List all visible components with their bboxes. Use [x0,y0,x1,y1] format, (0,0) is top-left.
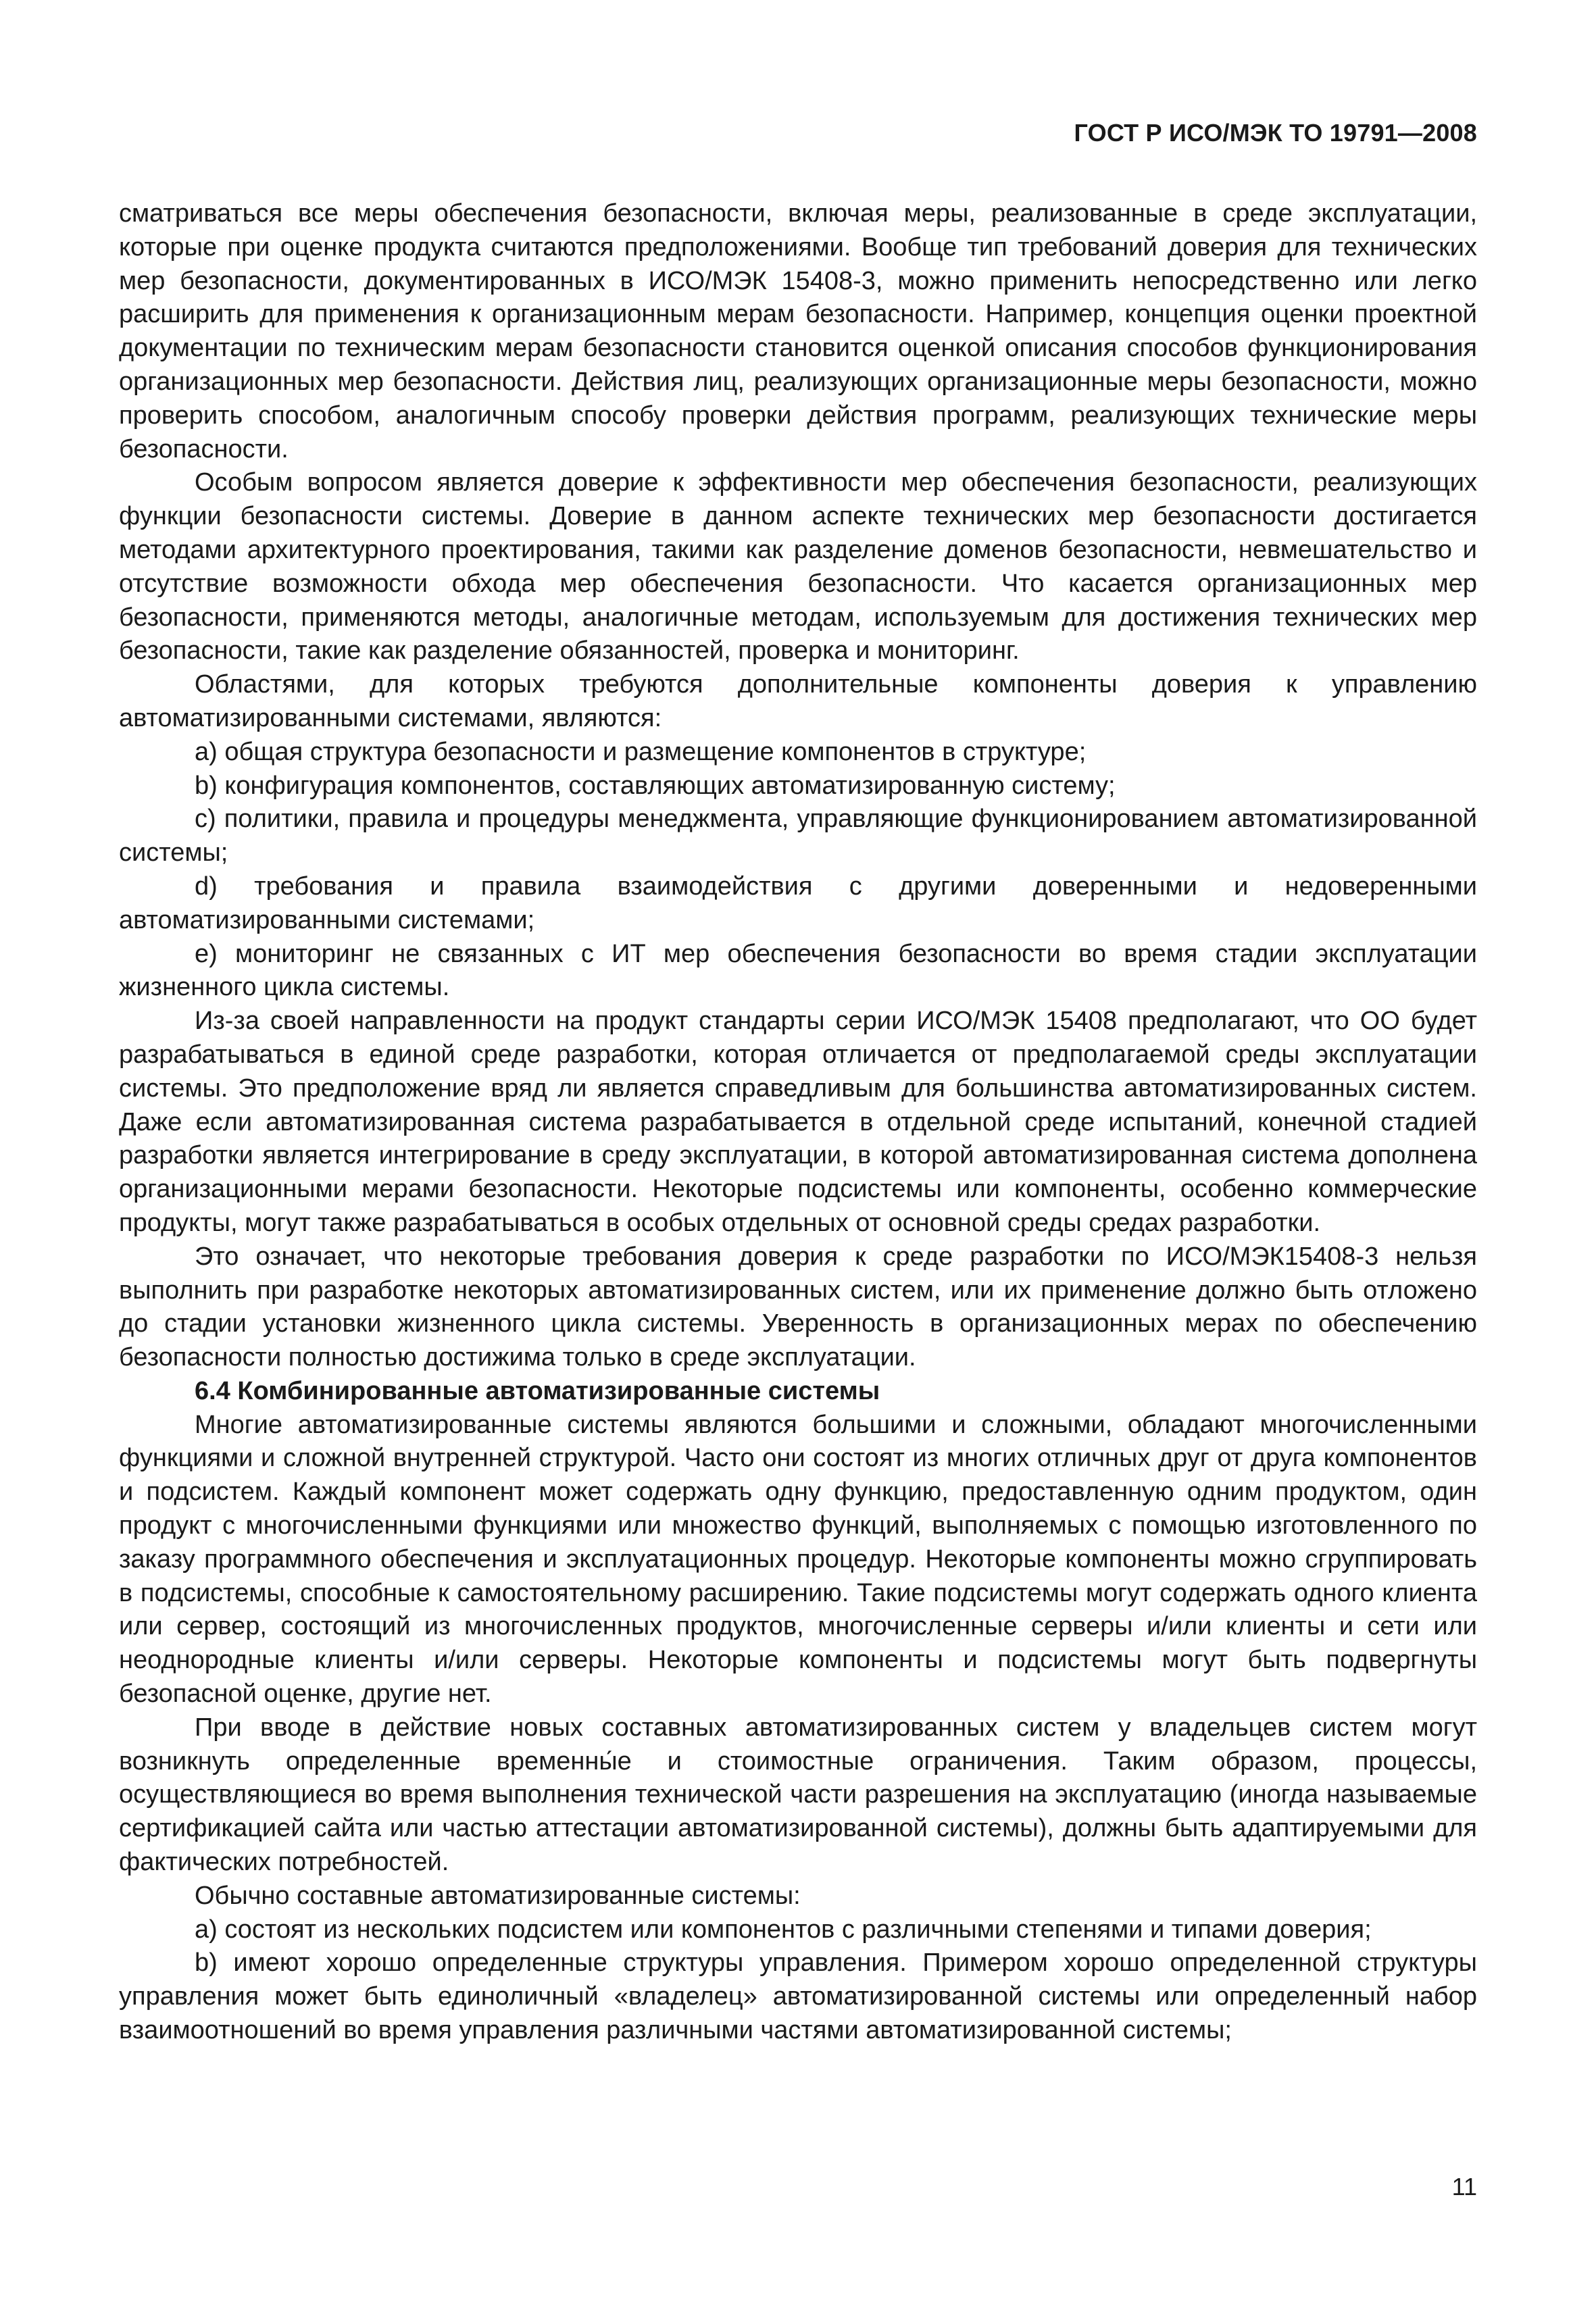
list-item: а) состоят из нескольких подсистем или компонентов с различными степенями и типами доверия; [195,1915,1372,1944]
list-item: а) общая структура безопасности и размещение компонентов в структуре; [195,737,1087,766]
list-item: е) мониторинг не связанных с ИТ мер обеспечения безопасности во время стадии эксплуатации жизненного цикла системы. [119,939,1477,1002]
body-text [119,197,1477,2048]
list-item: b) конфигурация компонентов, составляющих автоматизированную систему; [195,771,1116,800]
paragraph: Особым вопросом является доверие к эффективности мер обеспечения безопасности, реализующих функции безопасности системы. Доверие в данном аспекте технических мер безопасности достигается методами архитектурного проектирования, такими как разделение доменов безопасности, невмешательство и отсутствие возможности обхода мер обеспечения безопасности. Что касается организационных мер безопасности, применяются методы, аналогичные методам, используемым для достижения технических мер безопасности, такие как разделение обязанностей, проверка и мониторинг. [119,468,1477,665]
paragraph: Из-за своей направленности на продукт стандарты серии ИСО/МЭК 15408 предполагают, что ОО будет разрабатываться в единой среде разработки, которая отличается от предполагаемой среды эксплуатации системы. Это предположение вряд ли является справедливым для большинства автоматизированных систем. Даже если автоматизированная система разрабатывается в отдельной среде испытаний, конечной стадией разработки является интегрирование в среду эксплуатации, в которой автоматизированная система дополнена организационными мерами безопасности. Некоторые подсистемы или компоненты, особенно коммерческие продукты, могут также разрабатываться в особых отдельных от основной среды средах разработки. [119,1007,1477,1237]
paragraph: При вводе в действие новых составных автоматизированных систем у владельцев систем могут возникнуть определенные временны́е и стоимостные ограничения. Таким образом, процессы, осуществляющиеся во время выполнения технической части разрешения на эксплуатацию (иногда называемые сертификацией сайта или частью аттестации автоматизированной системы), должны быть адаптируемыми для фактических потребностей. [119,1713,1477,1877]
section-heading: 6.4 Комбинированные автоматизированные системы [195,1376,880,1405]
list-item: b) имеют хорошо определенные структуры управления. Примером хорошо определенной структуры управления может быть единоличный «владелец» автоматизированной системы или определенный набор взаимоотношений во время управления различными частями автоматизированной системы; [119,1948,1477,2045]
document-header: ГОСТ Р ИСО/МЭК ТО 19791—2008 [1074,119,1477,147]
page-number: 11 [1451,2173,1477,2200]
list-item: d) требования и правила взаимодействия с другими доверенными и недоверенными автоматизированными системами; [119,872,1477,934]
paragraph-continuation: сматриваться все меры обеспечения безопасности, включая меры, реализованные в среде эксплуатации, которые при оценке продукта считаются предположениями. Вообще тип требований доверия для технических мер безопасности, документированных в ИСО/МЭК 15408-3, можно применить непосредственно или легко расширить для применения к организационным мерам безопасности. Например, концепция оценки проектной документации по техническим мерам безопасности становится оценкой описания способов функционирования организационных мер безопасности. Действия лиц, реализующих организационные меры безопасности, можно проверить способом, аналогичным способу проверки действия программ, реализующих технические меры безопасности. [119,199,1477,463]
paragraph: Многие автоматизированные системы являются большими и сложными, обладают многочисленными функциями и сложной внутренней структурой. Часто они состоят из многих отличных друг от друга компонентов и подсистем. Каждый компонент может содержать одну функцию, предоставленную одним продуктом, один продукт с многочисленными функциями или множество функций, выполняемых с помощью изготовленного по заказу программного обеспечения и эксплуатационных процедур. Некоторые компоненты можно сгруппировать в подсистемы, способные к самостоятельному расширению. Такие подсистемы могут содержать одного клиента или сервер, состоящий из многочисленных продуктов, многочисленные серверы и/или клиенты и сети или неоднородные клиенты и/или серверы. Некоторые компоненты и подсистемы могут быть подвергнуты безопасной оценке, другие нет. [119,1410,1477,1709]
list-item: с) политики, правила и процедуры менеджмента, управляющие функционированием автоматизированной системы; [119,805,1477,867]
paragraph: Областями, для которых требуются дополнительные компоненты доверия к управлению автоматизированными системами, являются: [119,670,1477,732]
paragraph: Обычно составные автоматизированные системы: [195,1881,801,1910]
paragraph: Это означает, что некоторые требования доверия к среде разработки по ИСО/МЭК15408-3 нельзя выполнить при разработке некоторых автоматизированных систем, или их применение должно быть отложено до стадии установки жизненного цикла системы. Уверенность в организационных мерах по обеспечению безопасности полностью достижима только в среде эксплуатации. [119,1242,1477,1372]
